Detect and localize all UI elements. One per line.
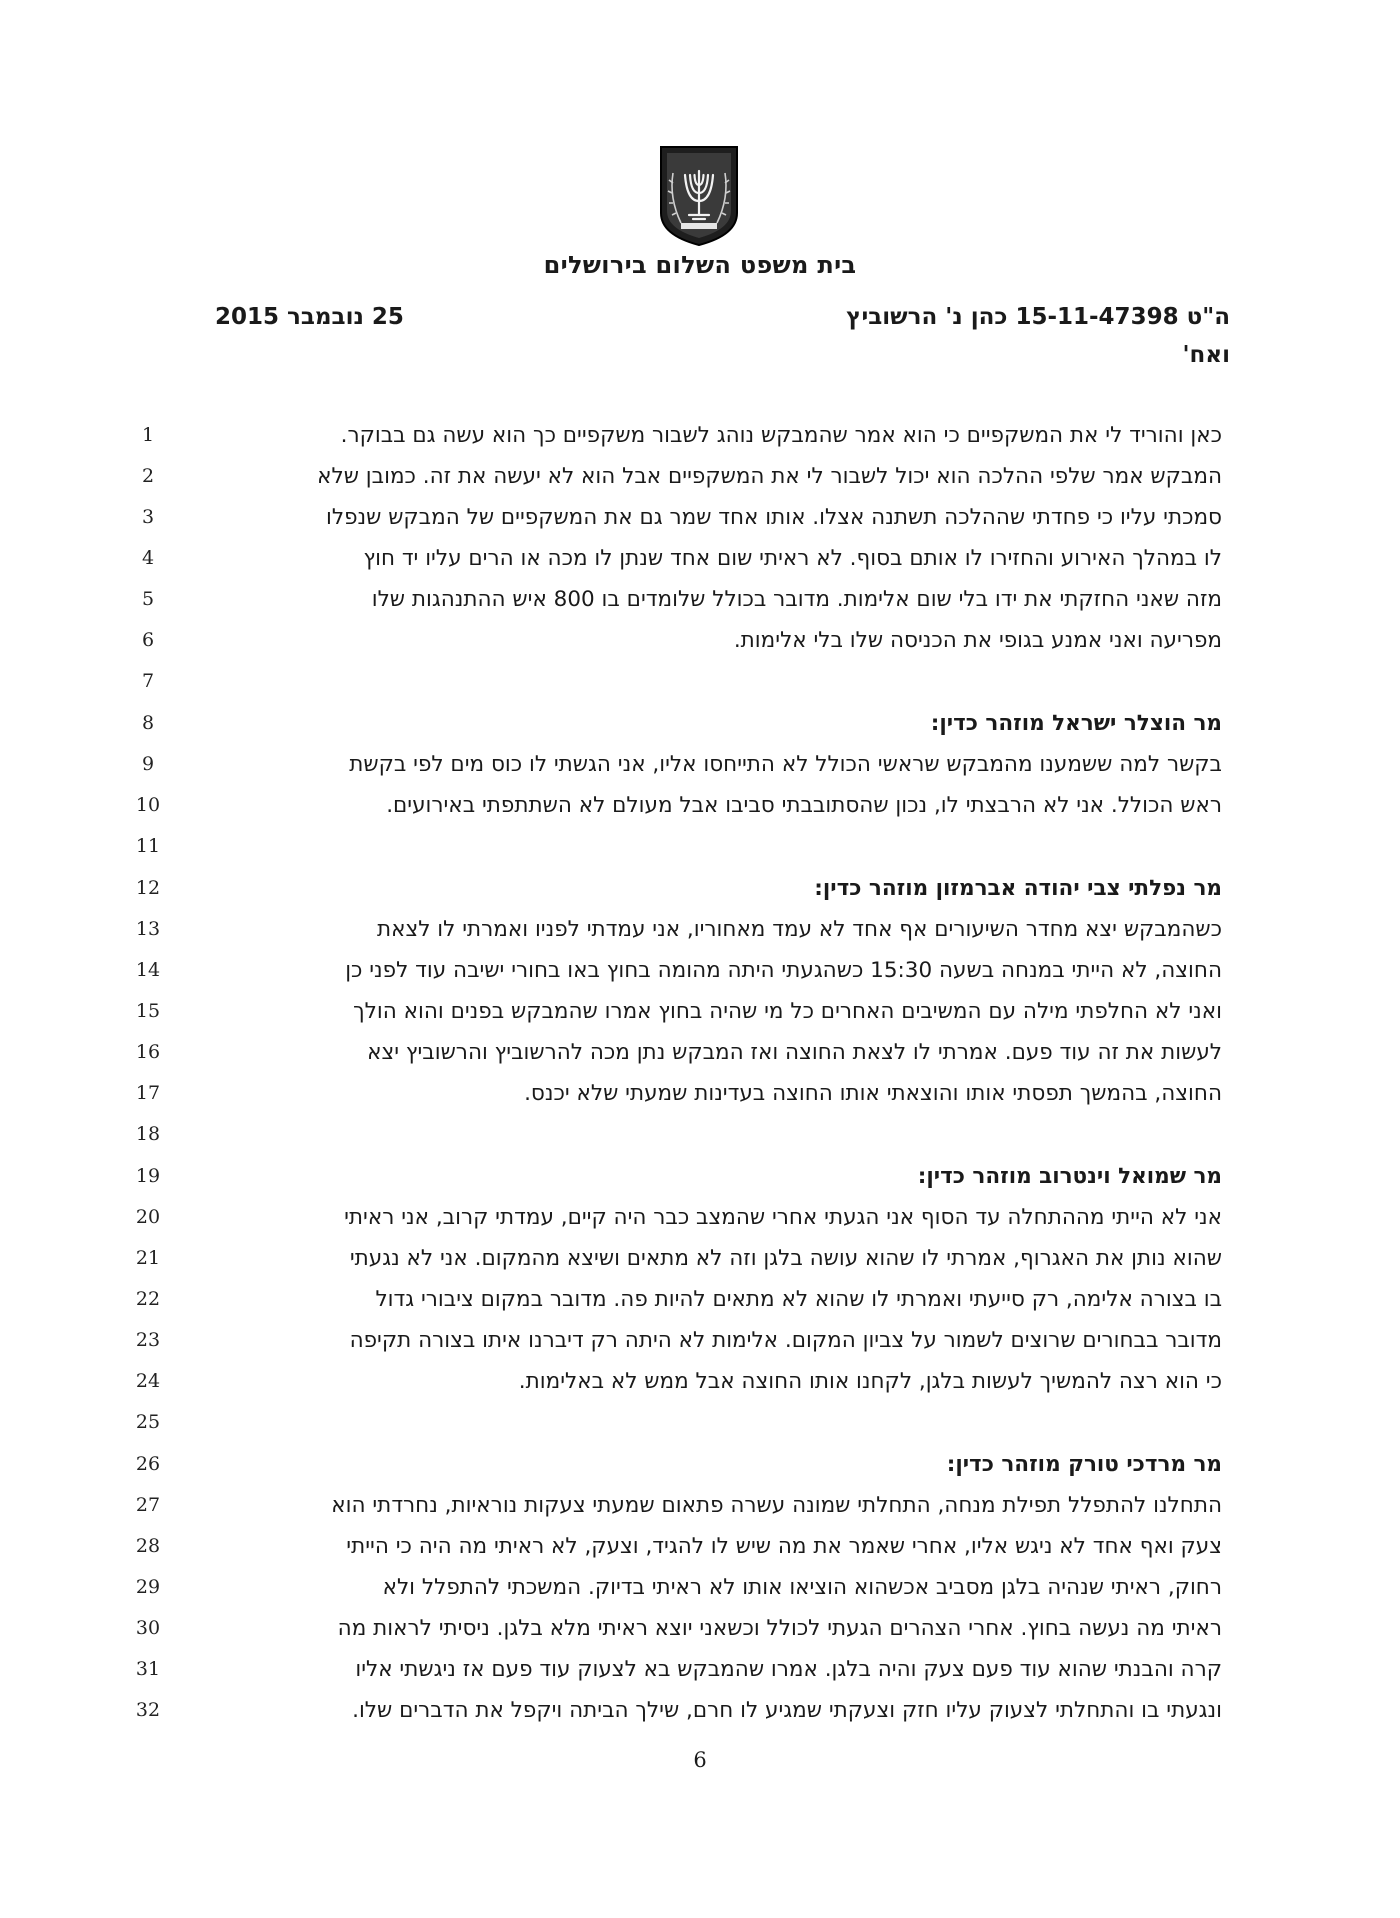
speaker-heading [0, 1156, 1400, 1197]
line-number: 2 [141, 465, 155, 487]
line-number: 24 [135, 1370, 161, 1392]
line-number: 28 [135, 1535, 161, 1557]
transcript-line [0, 1279, 1400, 1320]
transcript-line [0, 661, 1400, 702]
transcript-line [0, 1608, 1400, 1649]
line-number: 31 [135, 1658, 161, 1680]
transcript-line [0, 1402, 1400, 1443]
line-number: 23 [135, 1329, 161, 1351]
line-number: 9 [141, 753, 155, 775]
line-number: 32 [135, 1699, 161, 1721]
transcript-line [0, 1032, 1400, 1073]
line-number: 8 [141, 712, 155, 734]
line-number: 13 [135, 918, 161, 940]
transcript-line [0, 1197, 1400, 1238]
line-number: 16 [135, 1041, 161, 1063]
line-number: 27 [135, 1494, 161, 1516]
line-number: 22 [135, 1288, 161, 1310]
line-text: ראיתי מה נעשה בחוץ. אחרי הצהרים הגעתי לכולל וכשאני יוצא ראיתי מלא בלגן. ניסיתי לראות מה [337, 1616, 1222, 1641]
transcript-line [0, 497, 1400, 538]
case-number [670, 298, 1230, 374]
line-text: רחוק, ראיתי שנהיה בלגן מסביב אכשהוא הוציאו אותו לא ראיתי בדיוק. המשכתי להתפלל ולא [382, 1575, 1222, 1600]
transcript-line [0, 1073, 1400, 1114]
line-text: ראש הכולל. אני לא הרבצתי לו, נכון שהסתובבתי סביבו אבל מעולם לא השתתפתי באירועים. [386, 793, 1222, 818]
state-emblem-icon [655, 143, 743, 247]
page-number: 6 [693, 1748, 707, 1772]
line-number: 3 [141, 506, 155, 528]
line-text: לו במהלך האירוע והחזירו לו אותם בסוף. לא ראיתי שום אחד שנתן לו מכה או הרים עליו יד חוץ [363, 546, 1222, 571]
hearing-date: 25 נובמבר 2015 [215, 304, 404, 330]
transcript-line [0, 1649, 1400, 1690]
transcript-line [0, 1567, 1400, 1608]
line-number: 19 [135, 1165, 161, 1187]
line-text: צעק ואף אחד לא ניגש אליו, אחרי שאמר את מה שיש לו להגיד, וצעק, לא ראיתי מה היה כי הייתי [346, 1534, 1222, 1559]
line-number: 30 [135, 1617, 161, 1639]
line-number: 25 [135, 1411, 161, 1433]
line-text: סמכתי עליו כי פחדתי שההלכה תשתנה אצלו. אותו אחד שמר גם את המשקפיים של המבקש שנפלו [326, 505, 1222, 530]
line-number: 21 [135, 1247, 161, 1269]
case-number-line: ה"ט 15-11-47398 כהן נ' הרשוביץ [846, 304, 1230, 330]
line-text: התחלנו להתפלל תפילת מנחה, התחלתי שמונה עשרה פתאום שמעתי צעקות נוראיות, נחרדתי הוא [331, 1493, 1222, 1518]
speaker-heading [0, 703, 1400, 744]
transcript-line [0, 950, 1400, 991]
line-number: 14 [135, 959, 161, 981]
transcript-line [0, 620, 1400, 661]
line-number: 20 [135, 1206, 161, 1228]
line-number: 5 [141, 588, 155, 610]
line-text: החוצה, לא הייתי במנחה בשעה 15:30 כשהגעתי היתה מהומה בחוץ באו בחורי ישיבה עוד לפני כן [345, 958, 1222, 983]
line-text: מזה שאני החזקתי את ידו בלי שום אלימות. מדובר בכולל שלומדים בו 800 איש ההתנהגות שלו [371, 587, 1222, 612]
transcript-line [0, 1320, 1400, 1361]
line-number: 7 [141, 670, 155, 692]
transcript-line [0, 1114, 1400, 1155]
line-text: לעשות את זה עוד פעם. אמרתי לו לצאת החוצה ואז המבקש נתן מכה להרשוביץ והרשוביץ יצא [367, 1040, 1222, 1065]
line-number: 15 [135, 1000, 161, 1022]
line-text: שהוא נותן את האגרוף, אמרתי לו שהוא עושה בלגן וזה לא מתאים ושיצא מהמקום. אני לא נגעתי [349, 1246, 1222, 1271]
line-text: כי הוא רצה להמשיך לעשות בלגן, לקחנו אותו החוצה אבל ממש לא באלימות. [518, 1369, 1222, 1394]
line-number: 6 [141, 629, 155, 651]
transcript-line [0, 991, 1400, 1032]
line-text: מדובר בבחורים שרוצים לשמור על צביון המקום. אלימות לא היתה רק דיברנו איתו בצורה תקיפה [349, 1328, 1222, 1353]
transcript-line [0, 1361, 1400, 1402]
speaker-heading [0, 868, 1400, 909]
speaker-heading [0, 1444, 1400, 1485]
line-number: 4 [141, 547, 155, 569]
line-text: בו בצורה אלימה, רק סייעתי ואמרתי לו שהוא לא מתאים להיות פה. מדובר במקום ציבורי גדול [375, 1287, 1222, 1312]
transcript-line [0, 415, 1400, 456]
line-text: בקשר למה ששמענו מהמבקש שראשי הכולל לא התייחסו אליו, אני הגשתי לו כוס מים לפי בקשת [349, 752, 1222, 777]
transcript-line [0, 538, 1400, 579]
speaker-name: מר מרדכי טורק מוזהר כדין: [946, 1452, 1222, 1477]
transcript-line [0, 1690, 1400, 1731]
line-text: ואני לא החלפתי מילה עם המשיבים האחרים כל מי שהיה בחוץ אמרו שהמבקש בפנים והוא הולך [353, 999, 1222, 1024]
transcript-line [0, 909, 1400, 950]
line-text: המבקש אמר שלפי ההלכה הוא יכול לשבור לי את המשקפיים אבל הוא לא יעשה את זה. כמובן שלא [317, 464, 1222, 489]
transcript-line [0, 785, 1400, 826]
line-text: מפריעה ואני אמנע בגופי את הכניסה שלו בלי אלימות. [733, 628, 1222, 653]
transcript-line [0, 744, 1400, 785]
line-text: קרה והבנתי שהוא עוד פעם צעק והיה בלגן. אמרו שהמבקש בא לצעוק עוד פעם אז ניגשתי אליו [355, 1657, 1222, 1682]
transcript-line [0, 579, 1400, 620]
line-number: 18 [135, 1123, 161, 1145]
line-text: כשהמבקש יצא מחדר השיעורים אף אחד לא עמד מאחוריו, אני עמדתי לפניו ואמרתי לו לצאת [376, 917, 1222, 942]
line-number: 10 [135, 794, 161, 816]
transcript-line [0, 826, 1400, 867]
speaker-name: מר הוצלר ישראל מוזהר כדין: [930, 711, 1222, 736]
case-number-continuation: ואח' [1182, 342, 1230, 368]
line-text: החוצה, בהמשך תפסתי אותו והוצאתי אותו החוצה בעדינות שמעתי שלא יכנס. [524, 1081, 1222, 1106]
line-text: כאן והוריד לי את המשקפיים כי הוא אמר שהמבקש נוהג לשבור משקפיים כך הוא עשה גם בבוקר. [340, 423, 1222, 448]
line-text: אני לא הייתי מההתחלה עד הסוף אני הגעתי אחרי שהמצב כבר היה קיים, עמדתי קרוב, אני ראיתי [344, 1205, 1222, 1230]
line-number: 17 [135, 1082, 161, 1104]
transcript-line [0, 456, 1400, 497]
line-number: 26 [135, 1453, 161, 1475]
transcript-line [0, 1485, 1400, 1526]
speaker-name: מר שמואל וינטרוב מוזהר כדין: [917, 1164, 1222, 1189]
speaker-name: מר נפלתי צבי יהודה אברמזון מוזהר כדין: [814, 876, 1222, 901]
court-name-heading: בית משפט השלום בירושלים [543, 251, 857, 279]
line-text: ונגעתי בו והתחלתי לצעוק עליו חזק וצעקתי שמגיע לו חרם, שילך הביתה ויקפל את הדברים שלו. [352, 1698, 1222, 1723]
line-number: 12 [135, 877, 161, 899]
line-number: 11 [135, 835, 161, 857]
line-number: 29 [135, 1576, 161, 1598]
transcript-line [0, 1526, 1400, 1567]
transcript-line [0, 1238, 1400, 1279]
line-number: 1 [141, 424, 155, 446]
